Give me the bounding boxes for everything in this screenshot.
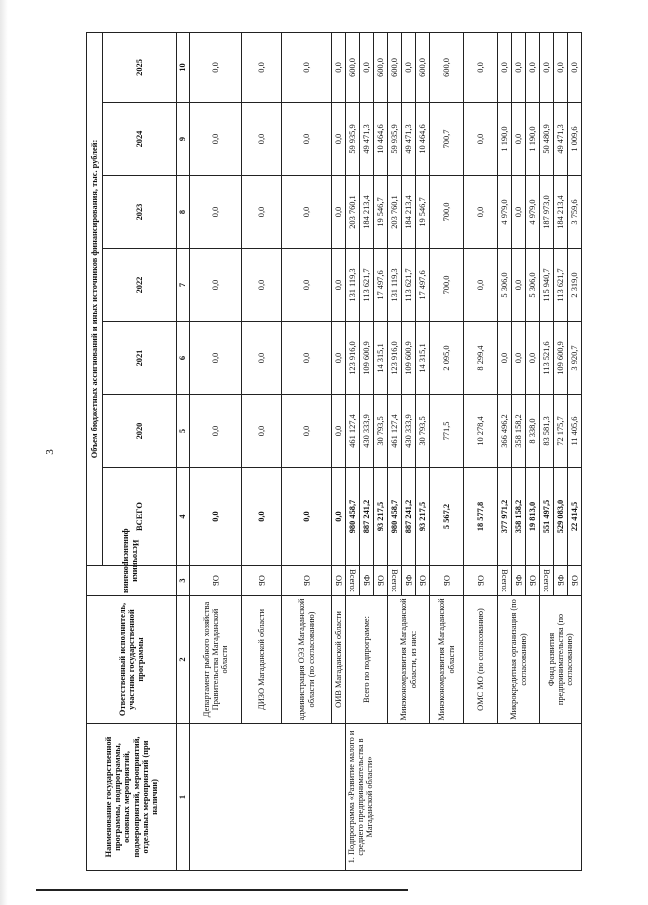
cell-total: 93 217,5 — [374, 468, 388, 566]
cell-source — [568, 566, 582, 596]
col-number-7: 7 — [177, 249, 190, 322]
financing-table — [86, 32, 582, 871]
cell-executor: Минэкономразвития Магаданской области — [430, 596, 464, 724]
cell-executor: Всего по подпрограмме: — [346, 596, 388, 724]
cell-year-value: 0,0 — [282, 103, 332, 176]
cell-source — [388, 566, 402, 596]
cell-total: 358 158,2 — [512, 468, 526, 566]
cell-year-value: 203 760,1 — [346, 176, 360, 249]
source-label: ОБ — [476, 575, 486, 586]
header-year-2021: 2021 — [103, 322, 177, 395]
header-source-label: Источники финансирования — [122, 528, 141, 593]
cell-year-value: 700,0 — [430, 249, 464, 322]
header-volume-title: Объем бюджетных ассигнований и иных источников финансирования, тыс. рублей: — [87, 32, 103, 565]
cell-year-value: 0,0 — [242, 322, 282, 395]
cell-year-value: 30 793,5 — [416, 395, 430, 468]
cell-year-value: 113 621,7 — [402, 249, 416, 322]
cell-year-value: 0,0 — [512, 249, 526, 322]
source-label: Всего: — [500, 569, 510, 592]
source-label: Всего: — [542, 569, 552, 592]
bottom-rule — [36, 889, 408, 891]
source-label: ОБ — [257, 575, 267, 586]
cell-year-value: 131 119,3 — [388, 249, 402, 322]
cell-year-value: 366 496,2 — [498, 395, 512, 468]
cell-year-value: 123 916,0 — [346, 322, 360, 395]
col-number-6: 6 — [177, 322, 190, 395]
cell-year-value: 115 940,7 — [540, 249, 554, 322]
cell-year-value: 461 127,4 — [388, 395, 402, 468]
source-label: ФБ — [556, 574, 566, 587]
cell-year-value: 49 471,3 — [360, 103, 374, 176]
cell-year-value: 0,0 — [282, 176, 332, 249]
cell-year-value: 0,0 — [242, 103, 282, 176]
cell-year-value: 4 979,0 — [526, 176, 540, 249]
cell-year-value: 0,0 — [332, 249, 346, 322]
col-number-2: 2 — [177, 596, 190, 724]
col-number-1: 1 — [177, 724, 190, 871]
source-label: ОБ — [528, 575, 538, 586]
cell-year-value: 600,0 — [346, 32, 360, 102]
cell-year-value: 3 920,7 — [568, 322, 582, 395]
source-label: ФБ — [514, 574, 524, 587]
cell-source — [374, 566, 388, 596]
cell-year-value: 0,0 — [190, 32, 242, 102]
cell-year-value: 184 213,4 — [402, 176, 416, 249]
source-label: ОБ — [211, 575, 221, 586]
cell-source — [346, 566, 360, 596]
cell-year-value: 19 546,7 — [416, 176, 430, 249]
cell-year-value: 19 546,7 — [374, 176, 388, 249]
cell-year-value: 109 600,9 — [360, 322, 374, 395]
cell-executor: ОМС МО (по согласованию) — [464, 596, 498, 724]
cell-year-value: 83 581,3 — [540, 395, 554, 468]
cell-year-value: 0,0 — [190, 249, 242, 322]
cell-total: 551 497,5 — [540, 468, 554, 566]
cell-year-value: 8 299,4 — [464, 322, 498, 395]
cell-year-value: 30 793,5 — [374, 395, 388, 468]
cell-year-value: 113 621,7 — [554, 249, 568, 322]
cell-source — [282, 566, 332, 596]
cell-year-value: 50 480,9 — [540, 103, 554, 176]
col-number-3: 3 — [177, 566, 190, 596]
cell-year-value: 0,0 — [242, 176, 282, 249]
cell-year-value: 700,0 — [430, 176, 464, 249]
cell-source — [242, 566, 282, 596]
cell-year-value: 0,0 — [402, 32, 416, 102]
header-source-col — [87, 528, 177, 596]
cell-year-value: 113 521,6 — [540, 322, 554, 395]
cell-year-value: 113 621,7 — [360, 249, 374, 322]
cell-year-value: 430 333,9 — [402, 395, 416, 468]
cell-year-value: 0,0 — [464, 103, 498, 176]
cell-year-value: 49 471,3 — [554, 103, 568, 176]
cell-year-value: 4 979,0 — [498, 176, 512, 249]
cell-total: 5 567,2 — [430, 468, 464, 566]
cell-year-value: 0,0 — [464, 32, 498, 102]
cell-source — [464, 566, 498, 596]
cell-source — [416, 566, 430, 596]
cell-year-value: 11 405,6 — [568, 395, 582, 468]
source-label: ОБ — [570, 575, 580, 586]
table-body — [190, 32, 582, 870]
cell-year-value: 0,0 — [282, 32, 332, 102]
cell-year-value: 0,0 — [282, 249, 332, 322]
header-name-col: Наименование государственной программы, подпрограммы, основных мероприятий, подмероприятий, мероприятий, отдельных мероприятий (при наличии) — [87, 724, 177, 871]
cell-year-value: 0,0 — [332, 395, 346, 468]
cell-year-value: 10 278,4 — [464, 395, 498, 468]
cell-total: 93 217,5 — [416, 468, 430, 566]
cell-year-value: 1 190,0 — [498, 103, 512, 176]
header-year-2023: 2023 — [103, 176, 177, 249]
cell-year-value: 0,0 — [512, 32, 526, 102]
cell-year-value: 0,0 — [332, 176, 346, 249]
cell-year-value: 1 190,0 — [526, 103, 540, 176]
cell-year-value: 0,0 — [554, 32, 568, 102]
cell-year-value: 109 600,9 — [402, 322, 416, 395]
cell-name-empty — [190, 724, 346, 871]
cell-total: 19 813,0 — [526, 468, 540, 566]
cell-year-value: 3 759,6 — [568, 176, 582, 249]
source-label: ОБ — [442, 575, 452, 586]
cell-executor: Микрокредитная организация (по согласованию) — [498, 596, 540, 724]
cell-year-value: 17 497,6 — [416, 249, 430, 322]
cell-year-value: 0,0 — [190, 395, 242, 468]
cell-executor: Департамент рыбного хозяйства Правительства Магаданской области — [190, 596, 242, 724]
source-label: Всего: — [348, 569, 358, 592]
cell-year-value: 8 338,0 — [526, 395, 540, 468]
cell-source — [554, 566, 568, 596]
cell-year-value: 0,0 — [540, 32, 554, 102]
cell-total: 18 577,8 — [464, 468, 498, 566]
cell-year-value: 0,0 — [498, 322, 512, 395]
cell-year-value: 5 306,0 — [498, 249, 512, 322]
cell-year-value: 0,0 — [526, 322, 540, 395]
cell-source — [540, 566, 554, 596]
table-row — [346, 32, 360, 870]
cell-year-value: 0,0 — [332, 322, 346, 395]
cell-year-value: 358 158,2 — [512, 395, 526, 468]
cell-total: 980 458,7 — [346, 468, 360, 566]
source-label: Всего: — [390, 569, 400, 592]
cell-year-value: 10 464,6 — [374, 103, 388, 176]
cell-year-value: 0,0 — [568, 32, 582, 102]
cell-year-value: 0,0 — [242, 395, 282, 468]
header-year-2022: 2022 — [103, 249, 177, 322]
header-year-2020: 2020 — [103, 395, 177, 468]
cell-source — [402, 566, 416, 596]
cell-year-value: 0,0 — [332, 32, 346, 102]
cell-executor: ОИВ Магаданской области — [332, 596, 346, 724]
cell-year-value: 430 333,9 — [360, 395, 374, 468]
cell-source — [498, 566, 512, 596]
cell-year-value: 0,0 — [464, 176, 498, 249]
rotated-table-container — [86, 33, 648, 871]
cell-year-value: 123 916,0 — [388, 322, 402, 395]
source-label: ОБ — [302, 575, 312, 586]
cell-year-value: 0,0 — [526, 32, 540, 102]
cell-year-value: 0,0 — [464, 249, 498, 322]
cell-year-value: 0,0 — [190, 176, 242, 249]
cell-year-value: 0,0 — [190, 103, 242, 176]
cell-total: 887 241,2 — [360, 468, 374, 566]
cell-year-value: 461 127,4 — [346, 395, 360, 468]
cell-year-value: 184 213,4 — [554, 176, 568, 249]
cell-total: 887 241,2 — [402, 468, 416, 566]
col-number-10: 10 — [177, 32, 190, 102]
cell-total: 980 458,7 — [388, 468, 402, 566]
header-year-2024: 2024 — [103, 103, 177, 176]
scan-edge-shadow — [0, 0, 8, 905]
col-number-5: 5 — [177, 395, 190, 468]
cell-year-value: 600,0 — [374, 32, 388, 102]
cell-year-value: 600,0 — [388, 32, 402, 102]
cell-source — [512, 566, 526, 596]
cell-year-value: 109 600,9 — [554, 322, 568, 395]
cell-total: 22 414,5 — [568, 468, 582, 566]
cell-year-value: 700,7 — [430, 103, 464, 176]
source-label: ФБ — [362, 574, 372, 587]
cell-total: 529 083,0 — [554, 468, 568, 566]
cell-year-value: 14 315,1 — [374, 322, 388, 395]
cell-total: 377 971,2 — [498, 468, 512, 566]
cell-source — [190, 566, 242, 596]
cell-year-value: 72 175,7 — [554, 395, 568, 468]
table-row — [190, 32, 242, 870]
col-number-4: 4 — [177, 468, 190, 566]
cell-subprogram-name: 1. Подпрограмма «Развитие малого и среднего предпринимательства в Магаданской области» — [346, 724, 582, 871]
cell-year-value: 0,0 — [512, 103, 526, 176]
cell-year-value: 0,0 — [242, 32, 282, 102]
source-label: ФБ — [404, 574, 414, 587]
cell-executor: администрация ОЭЗ Магаданской области (по согласованию) — [282, 596, 332, 724]
cell-year-value: 600,0 — [416, 32, 430, 102]
cell-year-value: 203 760,1 — [388, 176, 402, 249]
cell-total: 0,0 — [242, 468, 282, 566]
cell-executor: Фонд развития предпринимательства (по согласованию) — [540, 596, 582, 724]
cell-total: 0,0 — [282, 468, 332, 566]
cell-year-value: 184 213,4 — [360, 176, 374, 249]
page-number: 3 — [44, 449, 56, 455]
cell-year-value: 187 973,0 — [540, 176, 554, 249]
source-label: ОБ — [376, 575, 386, 586]
cell-year-value: 49 471,3 — [402, 103, 416, 176]
col-number-8: 8 — [177, 176, 190, 249]
cell-year-value: 2 095,0 — [430, 322, 464, 395]
cell-total: 0,0 — [332, 468, 346, 566]
cell-year-value: 14 315,1 — [416, 322, 430, 395]
col-number-9: 9 — [177, 103, 190, 176]
header-year-2025: 2025 — [103, 32, 177, 102]
cell-year-value: 771,5 — [430, 395, 464, 468]
cell-year-value: 0,0 — [512, 322, 526, 395]
cell-executor: ДИЗО Магаданской области — [242, 596, 282, 724]
cell-year-value: 59 935,9 — [388, 103, 402, 176]
cell-year-value: 0,0 — [332, 103, 346, 176]
cell-year-value: 10 464,6 — [416, 103, 430, 176]
cell-year-value: 0,0 — [282, 395, 332, 468]
cell-year-value: 0,0 — [242, 249, 282, 322]
cell-source — [430, 566, 464, 596]
cell-year-value: 2 319,0 — [568, 249, 582, 322]
cell-source — [332, 566, 346, 596]
source-label: ОБ — [334, 575, 344, 586]
cell-year-value: 0,0 — [190, 322, 242, 395]
cell-year-value: 0,0 — [282, 322, 332, 395]
cell-total: 0,0 — [190, 468, 242, 566]
cell-year-value: 0,0 — [360, 32, 374, 102]
cell-year-value: 0,0 — [512, 176, 526, 249]
cell-year-value: 59 935,9 — [346, 103, 360, 176]
cell-year-value: 5 306,0 — [526, 249, 540, 322]
header-total: ВСЕГО — [103, 468, 177, 566]
cell-year-value: 131 119,3 — [346, 249, 360, 322]
cell-executor: Минэкономразвития Магаданской области, из них: — [388, 596, 430, 724]
cell-year-value: 17 497,6 — [374, 249, 388, 322]
header-executor-col: Ответственный исполнитель, участник государственной программы — [87, 596, 177, 724]
cell-year-value: 0,0 — [498, 32, 512, 102]
cell-source — [526, 566, 540, 596]
source-label: ОБ — [418, 575, 428, 586]
cell-source — [360, 566, 374, 596]
cell-year-value: 1 009,6 — [568, 103, 582, 176]
cell-year-value: 600,0 — [430, 32, 464, 102]
